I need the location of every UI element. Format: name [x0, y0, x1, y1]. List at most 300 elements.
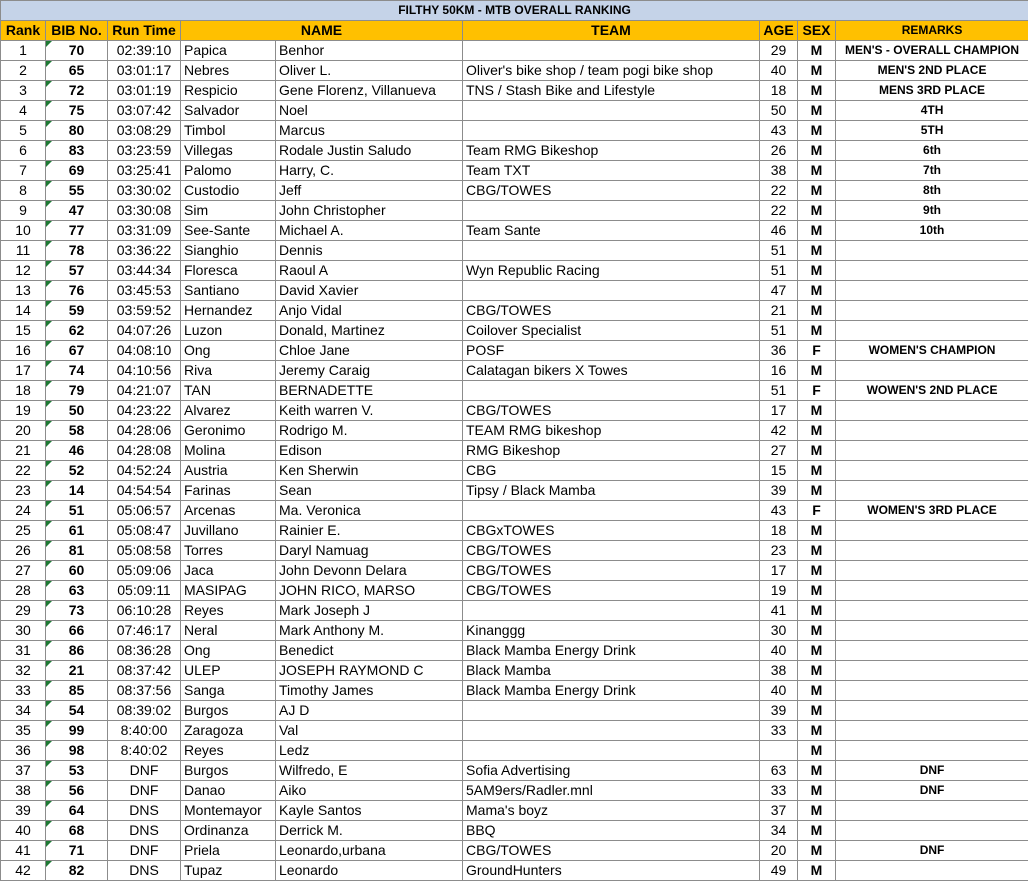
cell-bib[interactable]: 68: [46, 821, 108, 841]
cell-team[interactable]: [463, 501, 760, 521]
cell-remarks[interactable]: 8th: [836, 181, 1028, 201]
cell-last-name[interactable]: Burgos: [181, 701, 276, 721]
cell-age[interactable]: 38: [760, 161, 798, 181]
cell-remarks[interactable]: [836, 681, 1028, 701]
cell-last-name[interactable]: Nebres: [181, 61, 276, 81]
cell-first-name[interactable]: Ledz: [276, 741, 463, 761]
cell-team[interactable]: [463, 381, 760, 401]
cell-remarks[interactable]: WOMEN'S CHAMPION: [836, 341, 1028, 361]
cell-remarks[interactable]: DNF: [836, 841, 1028, 861]
cell-team[interactable]: Coilover Specialist: [463, 321, 760, 341]
cell-bib[interactable]: 75: [46, 101, 108, 121]
cell-rank[interactable]: 14: [1, 301, 46, 321]
cell-sex[interactable]: M: [798, 721, 836, 741]
cell-remarks[interactable]: WOWEN'S 2ND PLACE: [836, 381, 1028, 401]
cell-rank[interactable]: 11: [1, 241, 46, 261]
cell-rank[interactable]: 12: [1, 261, 46, 281]
cell-bib[interactable]: 51: [46, 501, 108, 521]
cell-age[interactable]: 39: [760, 481, 798, 501]
cell-rank[interactable]: 8: [1, 181, 46, 201]
cell-first-name[interactable]: Derrick M.: [276, 821, 463, 841]
cell-team[interactable]: [463, 121, 760, 141]
cell-run-time[interactable]: 04:28:08: [108, 441, 181, 461]
cell-age[interactable]: 18: [760, 81, 798, 101]
cell-age[interactable]: 34: [760, 821, 798, 841]
cell-sex[interactable]: M: [798, 441, 836, 461]
cell-sex[interactable]: M: [798, 301, 836, 321]
cell-age[interactable]: 41: [760, 601, 798, 621]
cell-age[interactable]: 22: [760, 201, 798, 221]
cell-run-time[interactable]: 05:06:57: [108, 501, 181, 521]
cell-bib[interactable]: 71: [46, 841, 108, 861]
cell-run-time[interactable]: 08:37:42: [108, 661, 181, 681]
cell-rank[interactable]: 10: [1, 221, 46, 241]
cell-first-name[interactable]: Mark Joseph J: [276, 601, 463, 621]
cell-rank[interactable]: 20: [1, 421, 46, 441]
cell-remarks[interactable]: [836, 741, 1028, 761]
cell-rank[interactable]: 2: [1, 61, 46, 81]
cell-run-time[interactable]: 08:37:56: [108, 681, 181, 701]
cell-run-time[interactable]: 04:07:26: [108, 321, 181, 341]
cell-last-name[interactable]: ULEP: [181, 661, 276, 681]
cell-run-time[interactable]: 03:01:19: [108, 81, 181, 101]
cell-bib[interactable]: 78: [46, 241, 108, 261]
cell-last-name[interactable]: Hernandez: [181, 301, 276, 321]
cell-first-name[interactable]: Noel: [276, 101, 463, 121]
cell-bib[interactable]: 64: [46, 801, 108, 821]
cell-age[interactable]: 15: [760, 461, 798, 481]
cell-remarks[interactable]: [836, 821, 1028, 841]
cell-team[interactable]: [463, 601, 760, 621]
cell-run-time[interactable]: 03:07:42: [108, 101, 181, 121]
cell-first-name[interactable]: Chloe Jane: [276, 341, 463, 361]
cell-first-name[interactable]: AJ D: [276, 701, 463, 721]
cell-bib[interactable]: 85: [46, 681, 108, 701]
cell-sex[interactable]: M: [798, 261, 836, 281]
cell-age[interactable]: 47: [760, 281, 798, 301]
cell-sex[interactable]: M: [798, 601, 836, 621]
cell-first-name[interactable]: Raoul A: [276, 261, 463, 281]
cell-bib[interactable]: 59: [46, 301, 108, 321]
cell-bib[interactable]: 55: [46, 181, 108, 201]
cell-bib[interactable]: 56: [46, 781, 108, 801]
header-age[interactable]: AGE: [760, 21, 798, 41]
cell-bib[interactable]: 47: [46, 201, 108, 221]
cell-rank[interactable]: 7: [1, 161, 46, 181]
cell-remarks[interactable]: [836, 561, 1028, 581]
cell-first-name[interactable]: Ken Sherwin: [276, 461, 463, 481]
cell-age[interactable]: 16: [760, 361, 798, 381]
cell-remarks[interactable]: [836, 481, 1028, 501]
cell-run-time[interactable]: 03:30:08: [108, 201, 181, 221]
cell-last-name[interactable]: Floresca: [181, 261, 276, 281]
cell-sex[interactable]: M: [798, 821, 836, 841]
cell-sex[interactable]: M: [798, 121, 836, 141]
cell-remarks[interactable]: [836, 641, 1028, 661]
cell-age[interactable]: 27: [760, 441, 798, 461]
cell-rank[interactable]: 23: [1, 481, 46, 501]
cell-sex[interactable]: M: [798, 561, 836, 581]
cell-bib[interactable]: 76: [46, 281, 108, 301]
cell-sex[interactable]: M: [798, 421, 836, 441]
cell-first-name[interactable]: Keith warren V.: [276, 401, 463, 421]
cell-bib[interactable]: 79: [46, 381, 108, 401]
cell-remarks[interactable]: 5TH: [836, 121, 1028, 141]
cell-remarks[interactable]: DNF: [836, 781, 1028, 801]
cell-sex[interactable]: F: [798, 341, 836, 361]
cell-run-time[interactable]: 04:54:54: [108, 481, 181, 501]
cell-age[interactable]: 37: [760, 801, 798, 821]
cell-run-time[interactable]: DNF: [108, 761, 181, 781]
header-rank[interactable]: Rank: [1, 21, 46, 41]
cell-last-name[interactable]: Torres: [181, 541, 276, 561]
cell-last-name[interactable]: Papica: [181, 41, 276, 61]
cell-age[interactable]: 43: [760, 501, 798, 521]
cell-bib[interactable]: 50: [46, 401, 108, 421]
cell-age[interactable]: 42: [760, 421, 798, 441]
cell-rank[interactable]: 15: [1, 321, 46, 341]
cell-sex[interactable]: M: [798, 701, 836, 721]
header-run-time[interactable]: Run Time: [108, 21, 181, 41]
cell-last-name[interactable]: Riva: [181, 361, 276, 381]
cell-team[interactable]: CBG/TOWES: [463, 561, 760, 581]
cell-run-time[interactable]: 04:28:06: [108, 421, 181, 441]
cell-team[interactable]: [463, 41, 760, 61]
cell-run-time[interactable]: 04:23:22: [108, 401, 181, 421]
cell-sex[interactable]: M: [798, 81, 836, 101]
cell-bib[interactable]: 69: [46, 161, 108, 181]
cell-age[interactable]: 43: [760, 121, 798, 141]
cell-rank[interactable]: 1: [1, 41, 46, 61]
cell-run-time[interactable]: 04:08:10: [108, 341, 181, 361]
cell-age[interactable]: 39: [760, 701, 798, 721]
cell-remarks[interactable]: [836, 521, 1028, 541]
cell-age[interactable]: 33: [760, 721, 798, 741]
cell-remarks[interactable]: 7th: [836, 161, 1028, 181]
cell-bib[interactable]: 83: [46, 141, 108, 161]
cell-remarks[interactable]: [836, 861, 1028, 881]
cell-remarks[interactable]: MENS 3RD PLACE: [836, 81, 1028, 101]
cell-last-name[interactable]: Montemayor: [181, 801, 276, 821]
cell-remarks[interactable]: MEN'S 2ND PLACE: [836, 61, 1028, 81]
cell-rank[interactable]: 29: [1, 601, 46, 621]
cell-team[interactable]: Team Sante: [463, 221, 760, 241]
header-remarks[interactable]: REMARKS: [836, 21, 1028, 41]
cell-remarks[interactable]: [836, 461, 1028, 481]
cell-age[interactable]: 40: [760, 61, 798, 81]
cell-first-name[interactable]: BERNADETTE: [276, 381, 463, 401]
cell-rank[interactable]: 30: [1, 621, 46, 641]
cell-last-name[interactable]: Ong: [181, 341, 276, 361]
cell-last-name[interactable]: Luzon: [181, 321, 276, 341]
cell-sex[interactable]: M: [798, 401, 836, 421]
cell-last-name[interactable]: Reyes: [181, 601, 276, 621]
cell-run-time[interactable]: 03:59:52: [108, 301, 181, 321]
cell-run-time[interactable]: DNF: [108, 841, 181, 861]
cell-last-name[interactable]: Zaragoza: [181, 721, 276, 741]
cell-rank[interactable]: 6: [1, 141, 46, 161]
cell-last-name[interactable]: Santiano: [181, 281, 276, 301]
cell-age[interactable]: 30: [760, 621, 798, 641]
cell-rank[interactable]: 38: [1, 781, 46, 801]
cell-bib[interactable]: 52: [46, 461, 108, 481]
cell-last-name[interactable]: TAN: [181, 381, 276, 401]
cell-last-name[interactable]: See-Sante: [181, 221, 276, 241]
cell-age[interactable]: 33: [760, 781, 798, 801]
cell-sex[interactable]: M: [798, 321, 836, 341]
cell-first-name[interactable]: Benedict: [276, 641, 463, 661]
cell-sex[interactable]: M: [798, 201, 836, 221]
cell-bib[interactable]: 74: [46, 361, 108, 381]
cell-team[interactable]: Tipsy / Black Mamba: [463, 481, 760, 501]
cell-bib[interactable]: 58: [46, 421, 108, 441]
cell-bib[interactable]: 57: [46, 261, 108, 281]
cell-first-name[interactable]: Marcus: [276, 121, 463, 141]
cell-first-name[interactable]: John Christopher: [276, 201, 463, 221]
cell-run-time[interactable]: 03:36:22: [108, 241, 181, 261]
cell-team[interactable]: CBG/TOWES: [463, 841, 760, 861]
cell-sex[interactable]: M: [798, 521, 836, 541]
cell-rank[interactable]: 4: [1, 101, 46, 121]
header-name[interactable]: NAME: [181, 21, 463, 41]
cell-run-time[interactable]: 02:39:10: [108, 41, 181, 61]
cell-bib[interactable]: 77: [46, 221, 108, 241]
cell-rank[interactable]: 39: [1, 801, 46, 821]
cell-team[interactable]: Sofia Advertising: [463, 761, 760, 781]
cell-last-name[interactable]: Juvillano: [181, 521, 276, 541]
cell-team[interactable]: Black Mamba: [463, 661, 760, 681]
cell-remarks[interactable]: 9th: [836, 201, 1028, 221]
sheet-title[interactable]: FILTHY 50KM - MTB OVERALL RANKING: [1, 1, 1028, 21]
cell-age[interactable]: 51: [760, 241, 798, 261]
cell-team[interactable]: Black Mamba Energy Drink: [463, 641, 760, 661]
header-team[interactable]: TEAM: [463, 21, 760, 41]
cell-team[interactable]: [463, 201, 760, 221]
cell-bib[interactable]: 61: [46, 521, 108, 541]
cell-remarks[interactable]: [836, 281, 1028, 301]
cell-rank[interactable]: 32: [1, 661, 46, 681]
cell-team[interactable]: Kinanggg: [463, 621, 760, 641]
cell-sex[interactable]: M: [798, 581, 836, 601]
cell-sex[interactable]: M: [798, 801, 836, 821]
cell-sex[interactable]: M: [798, 141, 836, 161]
cell-first-name[interactable]: Jeremy Caraig: [276, 361, 463, 381]
cell-last-name[interactable]: Ong: [181, 641, 276, 661]
cell-bib[interactable]: 73: [46, 601, 108, 621]
cell-rank[interactable]: 13: [1, 281, 46, 301]
cell-last-name[interactable]: Geronimo: [181, 421, 276, 441]
cell-last-name[interactable]: Sim: [181, 201, 276, 221]
cell-first-name[interactable]: Anjo Vidal: [276, 301, 463, 321]
cell-first-name[interactable]: Leonardo,urbana: [276, 841, 463, 861]
cell-age[interactable]: 36: [760, 341, 798, 361]
cell-team[interactable]: RMG Bikeshop: [463, 441, 760, 461]
cell-bib[interactable]: 81: [46, 541, 108, 561]
cell-age[interactable]: 21: [760, 301, 798, 321]
cell-rank[interactable]: 41: [1, 841, 46, 861]
cell-rank[interactable]: 21: [1, 441, 46, 461]
cell-team[interactable]: 5AM9ers/Radler.mnl: [463, 781, 760, 801]
cell-sex[interactable]: F: [798, 381, 836, 401]
cell-last-name[interactable]: Respicio: [181, 81, 276, 101]
cell-rank[interactable]: 36: [1, 741, 46, 761]
cell-first-name[interactable]: Mark Anthony M.: [276, 621, 463, 641]
cell-last-name[interactable]: Timbol: [181, 121, 276, 141]
cell-remarks[interactable]: [836, 661, 1028, 681]
cell-first-name[interactable]: Rodrigo M.: [276, 421, 463, 441]
cell-team[interactable]: [463, 281, 760, 301]
cell-last-name[interactable]: Arcenas: [181, 501, 276, 521]
cell-sex[interactable]: M: [798, 681, 836, 701]
cell-sex[interactable]: M: [798, 361, 836, 381]
cell-age[interactable]: 23: [760, 541, 798, 561]
cell-first-name[interactable]: Rodale Justin Saludo: [276, 141, 463, 161]
cell-run-time[interactable]: 05:09:11: [108, 581, 181, 601]
cell-run-time[interactable]: 05:09:06: [108, 561, 181, 581]
cell-run-time[interactable]: 03:30:02: [108, 181, 181, 201]
cell-bib[interactable]: 21: [46, 661, 108, 681]
cell-remarks[interactable]: [836, 441, 1028, 461]
cell-first-name[interactable]: Aiko: [276, 781, 463, 801]
cell-run-time[interactable]: 04:52:24: [108, 461, 181, 481]
header-bib[interactable]: BIB No.: [46, 21, 108, 41]
cell-run-time[interactable]: 06:10:28: [108, 601, 181, 621]
cell-last-name[interactable]: Burgos: [181, 761, 276, 781]
cell-first-name[interactable]: Harry, C.: [276, 161, 463, 181]
cell-sex[interactable]: M: [798, 241, 836, 261]
cell-age[interactable]: 50: [760, 101, 798, 121]
cell-bib[interactable]: 80: [46, 121, 108, 141]
cell-remarks[interactable]: DNF: [836, 761, 1028, 781]
cell-last-name[interactable]: Priela: [181, 841, 276, 861]
cell-first-name[interactable]: Jeff: [276, 181, 463, 201]
cell-first-name[interactable]: Rainier E.: [276, 521, 463, 541]
cell-age[interactable]: 40: [760, 681, 798, 701]
cell-run-time[interactable]: 05:08:58: [108, 541, 181, 561]
cell-team[interactable]: CBG/TOWES: [463, 581, 760, 601]
cell-run-time[interactable]: DNS: [108, 821, 181, 841]
cell-age[interactable]: 19: [760, 581, 798, 601]
cell-sex[interactable]: M: [798, 761, 836, 781]
cell-team[interactable]: BBQ: [463, 821, 760, 841]
cell-first-name[interactable]: JOHN RICO, MARSO: [276, 581, 463, 601]
cell-bib[interactable]: 98: [46, 741, 108, 761]
cell-sex[interactable]: M: [798, 481, 836, 501]
cell-rank[interactable]: 33: [1, 681, 46, 701]
cell-team[interactable]: [463, 701, 760, 721]
cell-team[interactable]: Calatagan bikers X Towes: [463, 361, 760, 381]
cell-rank[interactable]: 17: [1, 361, 46, 381]
cell-remarks[interactable]: [836, 261, 1028, 281]
cell-sex[interactable]: M: [798, 221, 836, 241]
cell-age[interactable]: 40: [760, 641, 798, 661]
cell-remarks[interactable]: [836, 721, 1028, 741]
cell-run-time[interactable]: 08:36:28: [108, 641, 181, 661]
cell-last-name[interactable]: Molina: [181, 441, 276, 461]
cell-rank[interactable]: 42: [1, 861, 46, 881]
cell-remarks[interactable]: [836, 701, 1028, 721]
cell-rank[interactable]: 22: [1, 461, 46, 481]
cell-bib[interactable]: 67: [46, 341, 108, 361]
cell-rank[interactable]: 34: [1, 701, 46, 721]
cell-run-time[interactable]: 04:10:56: [108, 361, 181, 381]
cell-remarks[interactable]: [836, 801, 1028, 821]
cell-team[interactable]: [463, 241, 760, 261]
cell-rank[interactable]: 24: [1, 501, 46, 521]
cell-team[interactable]: CBGxTOWES: [463, 521, 760, 541]
cell-bib[interactable]: 72: [46, 81, 108, 101]
cell-first-name[interactable]: Wilfredo, E: [276, 761, 463, 781]
cell-team[interactable]: Black Mamba Energy Drink: [463, 681, 760, 701]
cell-team[interactable]: [463, 741, 760, 761]
cell-sex[interactable]: F: [798, 501, 836, 521]
cell-bib[interactable]: 63: [46, 581, 108, 601]
cell-first-name[interactable]: Donald, Martinez: [276, 321, 463, 341]
cell-first-name[interactable]: Benhor: [276, 41, 463, 61]
cell-rank[interactable]: 19: [1, 401, 46, 421]
cell-last-name[interactable]: Alvarez: [181, 401, 276, 421]
cell-sex[interactable]: M: [798, 781, 836, 801]
cell-bib[interactable]: 53: [46, 761, 108, 781]
cell-sex[interactable]: M: [798, 861, 836, 881]
cell-first-name[interactable]: Kayle Santos: [276, 801, 463, 821]
cell-sex[interactable]: M: [798, 741, 836, 761]
cell-last-name[interactable]: Sianghio: [181, 241, 276, 261]
cell-age[interactable]: 20: [760, 841, 798, 861]
cell-remarks[interactable]: [836, 361, 1028, 381]
cell-age[interactable]: 17: [760, 561, 798, 581]
cell-age[interactable]: 38: [760, 661, 798, 681]
cell-remarks[interactable]: WOMEN'S 3RD PLACE: [836, 501, 1028, 521]
cell-run-time[interactable]: 08:39:02: [108, 701, 181, 721]
cell-run-time[interactable]: DNS: [108, 861, 181, 881]
cell-sex[interactable]: M: [798, 101, 836, 121]
cell-age[interactable]: 17: [760, 401, 798, 421]
cell-bib[interactable]: 60: [46, 561, 108, 581]
cell-bib[interactable]: 82: [46, 861, 108, 881]
cell-remarks[interactable]: [836, 601, 1028, 621]
cell-first-name[interactable]: Leonardo: [276, 861, 463, 881]
cell-team[interactable]: GroundHunters: [463, 861, 760, 881]
cell-age[interactable]: 22: [760, 181, 798, 201]
cell-rank[interactable]: 3: [1, 81, 46, 101]
cell-age[interactable]: 51: [760, 261, 798, 281]
cell-team[interactable]: Mama's boyz: [463, 801, 760, 821]
cell-bib[interactable]: 86: [46, 641, 108, 661]
cell-age[interactable]: 46: [760, 221, 798, 241]
cell-rank[interactable]: 40: [1, 821, 46, 841]
cell-last-name[interactable]: Tupaz: [181, 861, 276, 881]
cell-last-name[interactable]: Neral: [181, 621, 276, 641]
cell-remarks[interactable]: [836, 301, 1028, 321]
cell-age[interactable]: 26: [760, 141, 798, 161]
cell-rank[interactable]: 5: [1, 121, 46, 141]
cell-team[interactable]: TNS / Stash Bike and Lifestyle: [463, 81, 760, 101]
cell-remarks[interactable]: 10th: [836, 221, 1028, 241]
cell-rank[interactable]: 37: [1, 761, 46, 781]
cell-team[interactable]: [463, 101, 760, 121]
cell-age[interactable]: 49: [760, 861, 798, 881]
cell-run-time[interactable]: 07:46:17: [108, 621, 181, 641]
cell-remarks[interactable]: [836, 541, 1028, 561]
cell-team[interactable]: [463, 721, 760, 741]
cell-run-time[interactable]: 03:25:41: [108, 161, 181, 181]
cell-first-name[interactable]: Ma. Veronica: [276, 501, 463, 521]
cell-run-time[interactable]: 8:40:02: [108, 741, 181, 761]
cell-run-time[interactable]: 03:45:53: [108, 281, 181, 301]
cell-rank[interactable]: 31: [1, 641, 46, 661]
cell-sex[interactable]: M: [798, 61, 836, 81]
